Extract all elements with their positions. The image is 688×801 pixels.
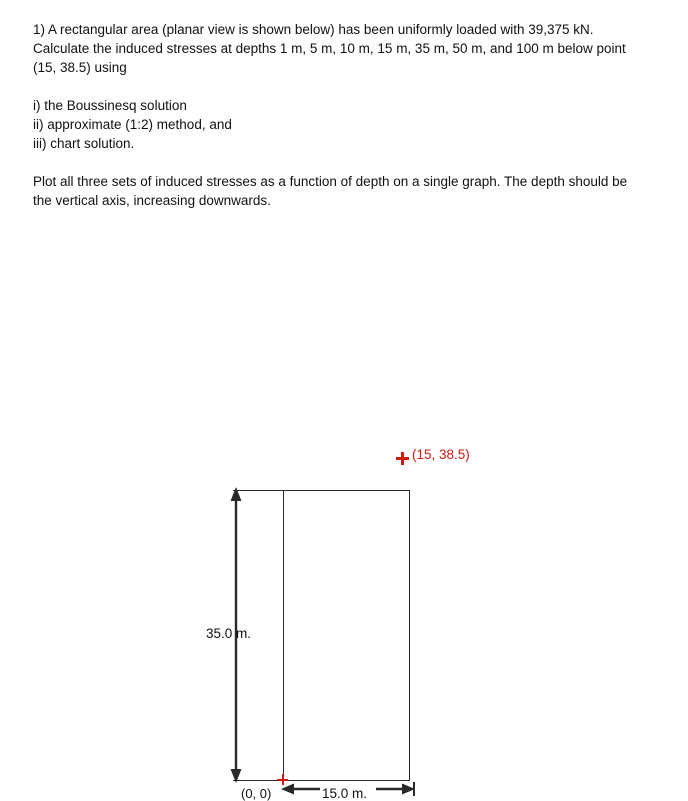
point-coordinate-label: (15, 38.5) (412, 447, 470, 462)
paragraph-spacer-2 (33, 153, 643, 172)
loaded-rectangular-area (283, 490, 410, 781)
method-item-chart: iii) chart solution. (33, 136, 135, 151)
method-item-approximate: ii) approximate (1:2) method, and (33, 117, 232, 132)
origin-coordinate-label: (0, 0) (241, 786, 272, 801)
horizontal-dimension-label: 15.0 m. (322, 786, 368, 801)
problem-paragraph-2: Plot all three sets of induced stresses as a function of depth on a single graph. The depth should be the vertical axis, increasing downwards. (33, 174, 628, 208)
problem-statement (33, 20, 643, 210)
point-marker-plus-icon (396, 451, 409, 464)
vertical-dimension-label: 35.0 m. (206, 626, 252, 641)
problem-paragraph-1: 1) A rectangular area (planar view is shown below) has been uniformly loaded with 39,375 kN. Calculate the induced stresses at depths 1 m, 5 m, 10 m, 15 m, 35 m, 50 m, and 100 m below point (15, 38.5) using (33, 22, 626, 75)
method-item-boussinesq: i) the Boussinesq solution (33, 98, 187, 113)
figure-planar-view (0, 215, 688, 801)
origin-marker-plus-icon (277, 774, 288, 785)
paragraph-spacer (33, 77, 643, 96)
